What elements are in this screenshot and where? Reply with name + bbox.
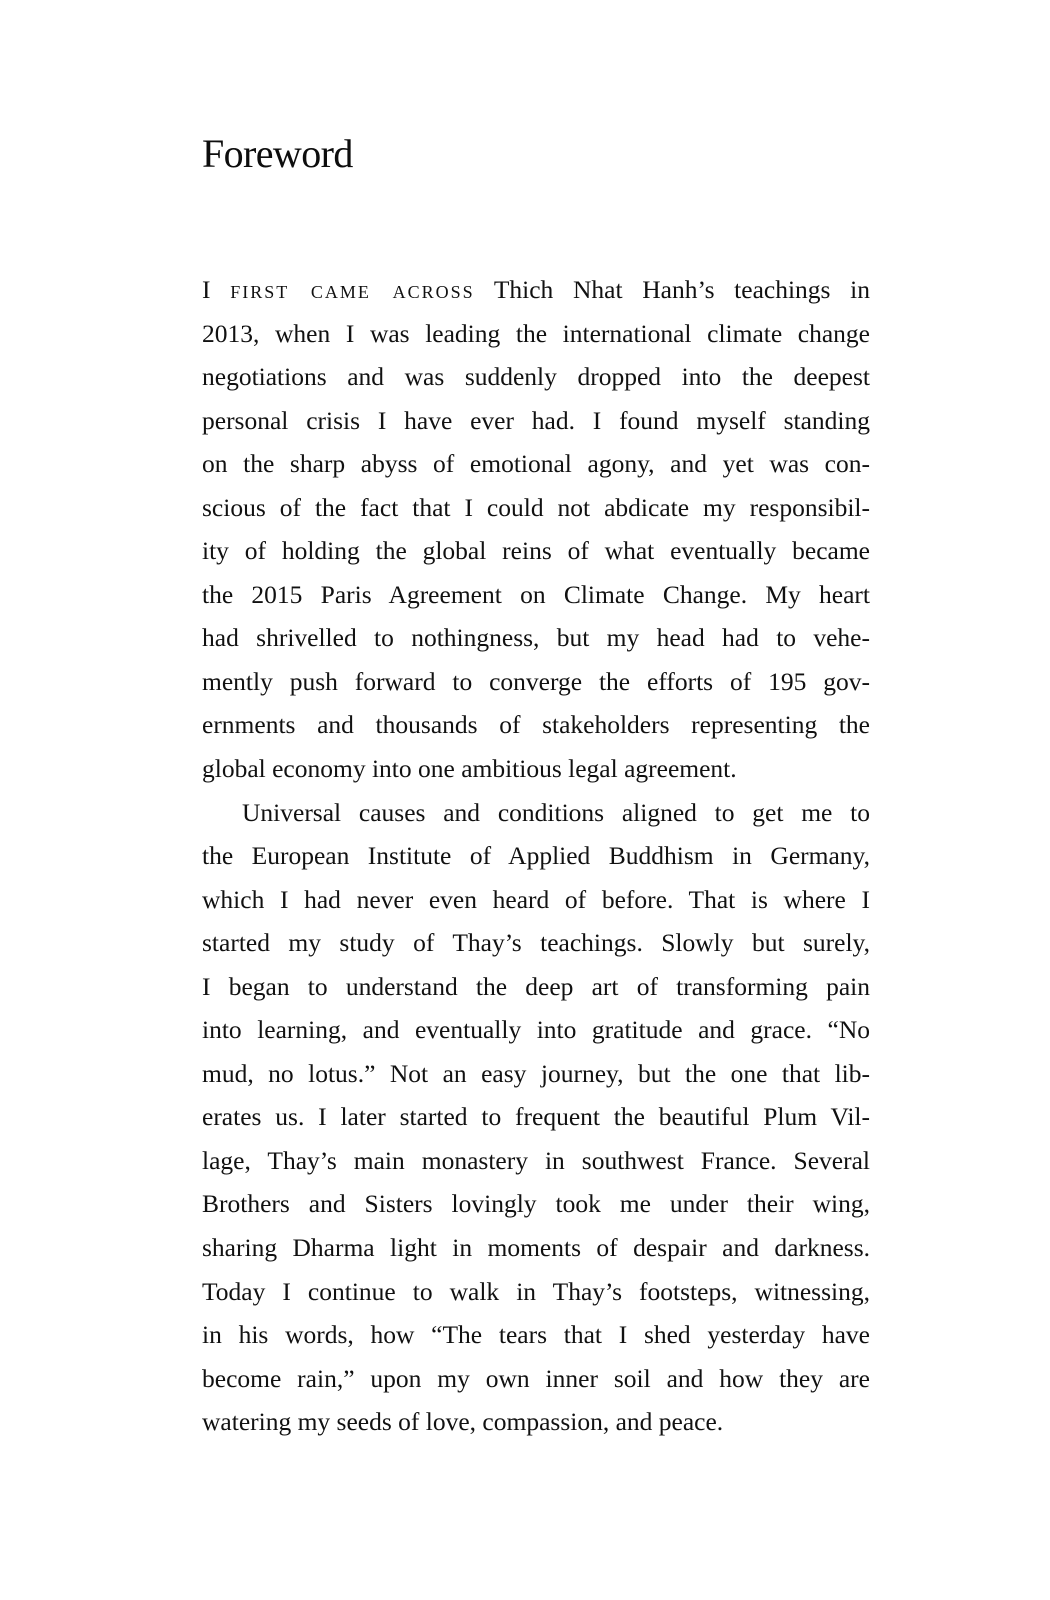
- text-line: the 2015 Paris Agreement on Climate Change. My heart: [202, 579, 870, 609]
- text-line: global economy into one ambitious legal agreement.: [202, 754, 737, 784]
- text-line: into learning, and eventually into gratitude and grace. “No: [202, 1015, 870, 1045]
- text-line: in his words, how “The tears that I shed yesterday have: [202, 1320, 870, 1350]
- text-line: started my study of Thay’s teachings. Slowly but surely,: [202, 928, 870, 958]
- text-line: Universal causes and conditions aligned to get me to: [242, 797, 870, 827]
- text-line: lage, Thay’s main monastery in southwest France. Several: [202, 1145, 870, 1175]
- text-line: [202, 268, 870, 312]
- text-line: which I had never even heard of before. That is where I: [202, 884, 870, 914]
- paragraph-1: [202, 268, 870, 791]
- lead-in-small-caps: first came across: [230, 275, 475, 304]
- text-line: ernments and thousands of stakeholders representing the: [202, 710, 870, 740]
- text-line: erates us. I later started to frequent the beautiful Plum Vil-: [202, 1102, 870, 1132]
- text-line: 2013, when I was leading the international climate change: [202, 318, 870, 348]
- text-line: sharing Dharma light in moments of despair and darkness.: [202, 1233, 870, 1263]
- text-line: Today I continue to walk in Thay’s footsteps, witnessing,: [202, 1276, 870, 1306]
- text-line: negotiations and was suddenly dropped into the deepest: [202, 362, 870, 392]
- text-line: watering my seeds of love, compassion, and peace.: [202, 1407, 724, 1437]
- text-line: the European Institute of Applied Buddhism in Germany,: [202, 841, 870, 871]
- text-line: mud, no lotus.” Not an easy journey, but the one that lib-: [202, 1058, 870, 1088]
- line-text: Thich Nhat Hanh’s teachings in: [474, 275, 870, 304]
- body-text: [202, 268, 870, 1444]
- text-line: ity of holding the global reins of what eventually became: [202, 536, 870, 566]
- text-line: I began to understand the deep art of transforming pain: [202, 971, 870, 1001]
- paragraph-2: [202, 791, 870, 1444]
- lead-in-letter: I: [202, 275, 211, 304]
- text-line: Brothers and Sisters lovingly took me under their wing,: [202, 1189, 870, 1219]
- text-line: mently push forward to converge the efforts of 195 gov-: [202, 666, 870, 696]
- text-line: on the sharp abyss of emotional agony, and yet was con-: [202, 449, 870, 479]
- text-line: become rain,” upon my own inner soil and how they are: [202, 1363, 870, 1393]
- text-line: personal crisis I have ever had. I found myself standing: [202, 405, 870, 435]
- chapter-title: Foreword: [202, 131, 353, 176]
- text-line: scious of the fact that I could not abdicate my responsibil-: [202, 492, 870, 522]
- text-line: had shrivelled to nothingness, but my head had to vehe-: [202, 623, 870, 653]
